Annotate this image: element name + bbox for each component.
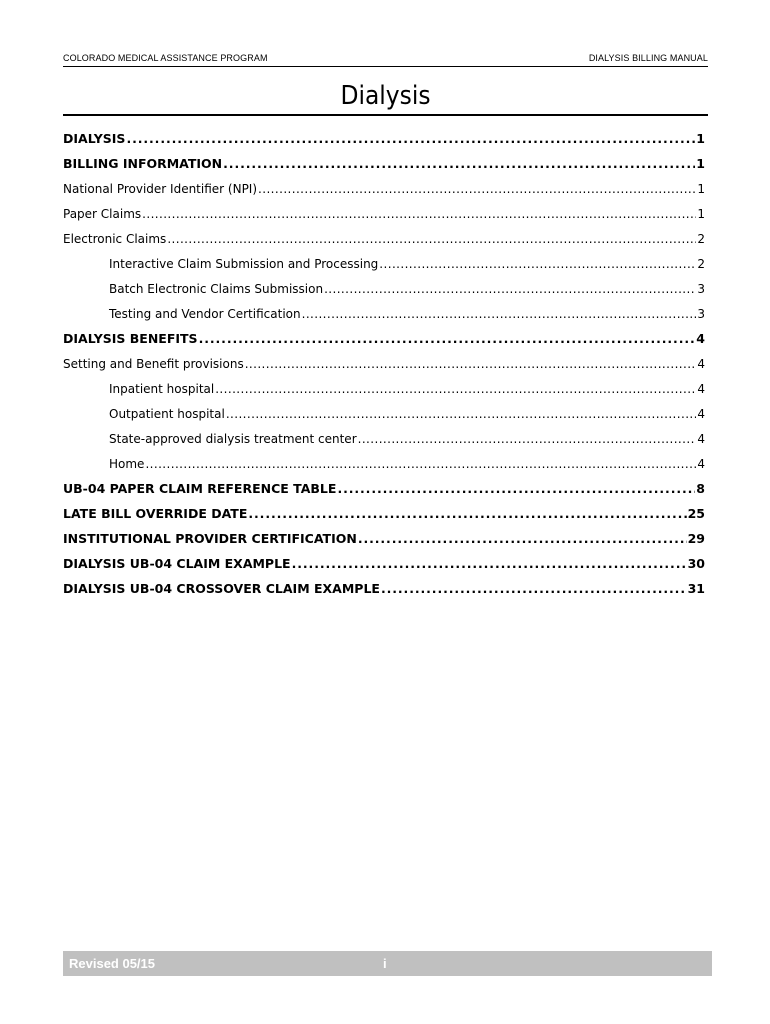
toc-dot-leader: [215, 382, 696, 396]
page-number: i: [383, 956, 387, 971]
page-title: Dialysis: [340, 81, 431, 111]
toc-entry-label: INSTITUTIONAL PROVIDER CERTIFICATION: [63, 531, 357, 546]
header-program-name: COLORADO MEDICAL ASSISTANCE PROGRAM: [63, 53, 268, 63]
toc-dot-leader: [324, 282, 696, 296]
toc-dot-leader: [226, 407, 697, 421]
toc-entry-page: 4: [697, 407, 705, 421]
toc-entry-page: 30: [687, 556, 705, 571]
toc-dot-leader: [358, 432, 697, 446]
toc-dot-leader: [167, 232, 696, 246]
toc-entry-page: 2: [697, 232, 705, 246]
toc-entry-label: Setting and Benefit provisions: [63, 357, 244, 371]
toc-entry[interactable]: [63, 346, 705, 371]
toc-entry-label: UB-04 PAPER CLAIM REFERENCE TABLE: [63, 481, 337, 496]
toc-entry[interactable]: [63, 396, 705, 421]
toc-dot-leader: [302, 307, 697, 321]
title-divider: [63, 114, 708, 116]
toc-entry-label: DIALYSIS: [63, 131, 126, 146]
toc-entry-label: National Provider Identifier (NPI): [63, 182, 258, 196]
toc-entry[interactable]: [63, 296, 705, 321]
toc-dot-leader: [245, 357, 697, 371]
header-manual-name: DIALYSIS BILLING MANUAL: [588, 53, 708, 63]
toc-entry[interactable]: [63, 171, 705, 196]
toc-entry[interactable]: [63, 221, 705, 246]
toc-entry[interactable]: [63, 121, 705, 146]
toc-entry-label: Interactive Claim Submission and Processing: [109, 257, 379, 271]
toc-dot-leader: [199, 332, 696, 346]
toc-entry-page: 4: [697, 432, 705, 446]
toc-entry-label: Batch Electronic Claims Submission: [109, 282, 324, 296]
running-header: [63, 53, 708, 67]
toc-entry[interactable]: [63, 571, 705, 596]
toc-entry[interactable]: [63, 196, 705, 221]
page-footer: [63, 951, 712, 976]
toc-dot-leader: [337, 482, 695, 496]
toc-entry-label: Inpatient hospital: [109, 382, 215, 396]
toc-entry-label: Paper Claims: [63, 207, 142, 221]
toc-entry[interactable]: [63, 146, 705, 171]
toc-entry-label: DIALYSIS UB-04 CROSSOVER CLAIM EXAMPLE: [63, 581, 380, 596]
toc-entry-page: 8: [696, 481, 705, 496]
revision-date: Revised 05/15: [69, 956, 156, 971]
toc-entry-page: 3: [697, 282, 705, 296]
toc-dot-leader: [145, 457, 696, 471]
toc-entry-page: 4: [697, 457, 705, 471]
toc-entry[interactable]: [63, 321, 705, 346]
toc-entry[interactable]: [63, 446, 705, 471]
toc-entry-page: 1: [696, 131, 705, 146]
table-of-contents: [63, 121, 705, 596]
toc-entry-page: 4: [697, 357, 705, 371]
toc-entry-page: 4: [696, 331, 705, 346]
toc-entry-page: 29: [687, 531, 705, 546]
toc-dot-leader: [358, 532, 687, 546]
toc-entry-page: 2: [697, 257, 705, 271]
toc-entry-label: Home: [109, 457, 145, 471]
toc-entry-label: DIALYSIS UB-04 CLAIM EXAMPLE: [63, 556, 291, 571]
toc-entry-label: BILLING INFORMATION: [63, 156, 223, 171]
toc-entry[interactable]: [63, 471, 705, 496]
toc-entry-page: 1: [697, 182, 705, 196]
toc-entry[interactable]: [63, 371, 705, 396]
toc-dot-leader: [248, 507, 686, 521]
toc-entry-page: 1: [697, 207, 705, 221]
toc-entry[interactable]: [63, 496, 705, 521]
toc-entry-label: Outpatient hospital: [109, 407, 225, 421]
toc-dot-leader: [258, 182, 696, 196]
toc-entry-label: State-approved dialysis treatment center: [109, 432, 357, 446]
toc-entry[interactable]: [63, 246, 705, 271]
toc-entry[interactable]: [63, 271, 705, 296]
toc-dot-leader: [142, 207, 696, 221]
toc-entry-label: Testing and Vendor Certification: [109, 307, 301, 321]
toc-entry-label: Electronic Claims: [63, 232, 167, 246]
toc-entry[interactable]: [63, 521, 705, 546]
toc-entry-page: 25: [687, 506, 705, 521]
toc-entry-label: DIALYSIS BENEFITS: [63, 331, 198, 346]
toc-entry[interactable]: [63, 546, 705, 571]
toc-dot-leader: [381, 582, 687, 596]
toc-entry-label: LATE BILL OVERRIDE DATE: [63, 506, 248, 521]
toc-entry-page: 31: [687, 581, 705, 596]
toc-entry[interactable]: [63, 421, 705, 446]
toc-entry-page: 4: [697, 382, 705, 396]
toc-dot-leader: [126, 132, 695, 146]
toc-entry-page: 1: [696, 156, 705, 171]
toc-dot-leader: [379, 257, 696, 271]
toc-dot-leader: [223, 157, 695, 171]
toc-entry-page: 3: [697, 307, 705, 321]
toc-dot-leader: [292, 557, 687, 571]
